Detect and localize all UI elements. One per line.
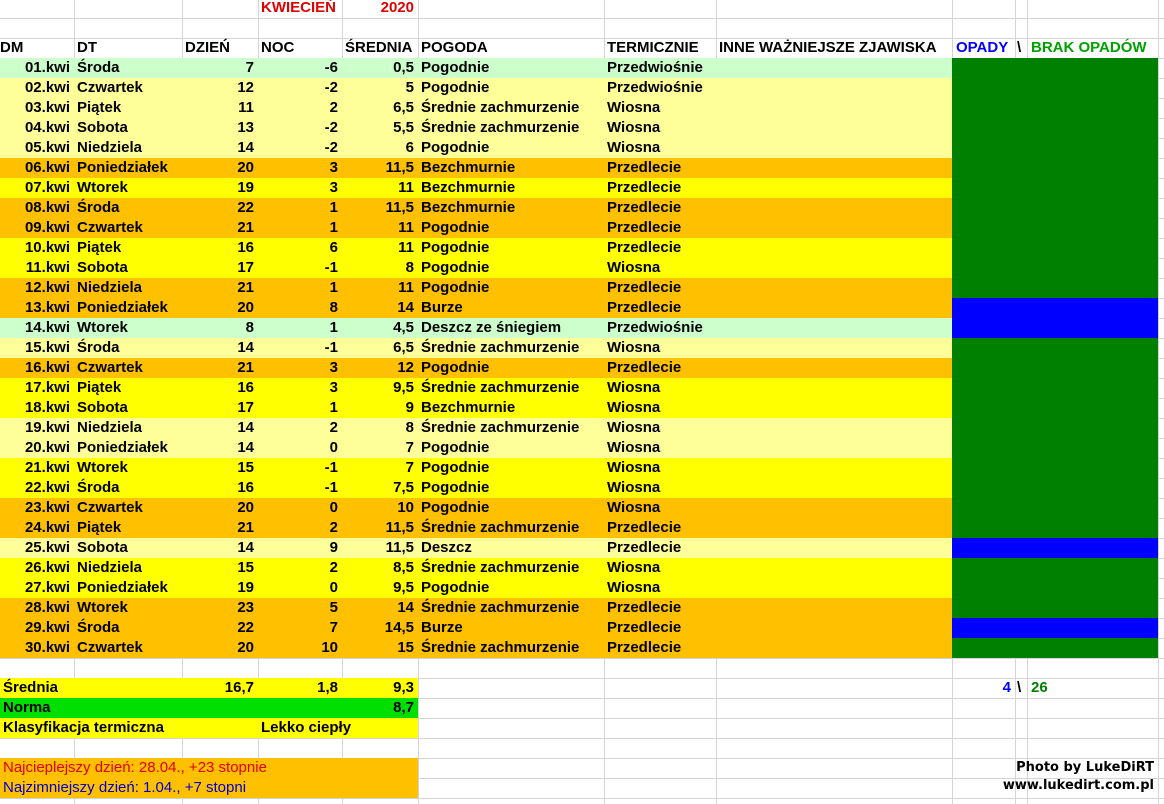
cell-dm: 23.kwi <box>24 499 70 516</box>
cell-thermal: Wiosna <box>607 399 661 416</box>
cell-day: 14 <box>237 139 254 156</box>
cell-thermal: Przedlecie <box>607 599 682 616</box>
no-precip-marker <box>952 358 1158 378</box>
cell-day: 20 <box>237 499 254 516</box>
cell-dt: Wtorek <box>77 599 128 616</box>
cell-avg: 7 <box>405 459 414 476</box>
cell-dm: 06.kwi <box>24 159 70 176</box>
header-other: INNE WAŻNIEJSZE ZJAWISKA <box>719 39 937 56</box>
precip-marker <box>952 618 1158 638</box>
cell-weather: Pogodnie <box>421 79 490 96</box>
cell-thermal: Przedlecie <box>607 359 682 376</box>
no-precip-marker <box>952 118 1158 138</box>
cell-dm: 10.kwi <box>24 239 70 256</box>
cell-day: 14 <box>237 539 254 556</box>
cell-weather: Deszcz <box>421 539 472 556</box>
cell-day: 14 <box>237 439 254 456</box>
cell-dm: 16.kwi <box>24 359 70 376</box>
cell-night: 9 <box>329 539 338 556</box>
cell-dt: Piątek <box>77 519 122 536</box>
cell-avg: 11,5 <box>385 519 414 536</box>
header-avg: ŚREDNIA <box>345 39 413 56</box>
month-title: KWIECIEŃ <box>261 0 336 16</box>
cell-dm: 13.kwi <box>24 299 70 316</box>
header-night: NOC <box>261 39 295 56</box>
header-dt: DT <box>77 39 97 56</box>
cell-day: 21 <box>237 279 254 296</box>
cell-weather: Pogodnie <box>421 479 490 496</box>
cell-dm: 03.kwi <box>24 99 70 116</box>
cell-thermal: Wiosna <box>607 119 661 136</box>
cell-avg: 11,5 <box>385 539 414 556</box>
cell-weather: Pogodnie <box>421 139 490 156</box>
cell-day: 13 <box>237 119 254 136</box>
cell-day: 19 <box>237 179 254 196</box>
cell-dm: 19.kwi <box>24 419 70 436</box>
cell-dm: 25.kwi <box>24 539 70 556</box>
cell-dm: 27.kwi <box>24 579 70 596</box>
cell-dm: 14.kwi <box>24 319 70 336</box>
cell-night: 3 <box>329 359 338 376</box>
cell-dm: 05.kwi <box>24 139 70 156</box>
cell-night: 2 <box>329 99 338 116</box>
no-precip-marker <box>952 338 1158 358</box>
cell-day: 20 <box>237 639 254 656</box>
cell-avg: 11 <box>398 279 414 296</box>
cell-dt: Poniedziałek <box>77 159 168 176</box>
cell-dt: Sobota <box>77 539 128 556</box>
cell-day: 14 <box>237 339 254 356</box>
cell-dm: 08.kwi <box>24 199 70 216</box>
cell-dm: 07.kwi <box>24 179 70 196</box>
cell-avg: 12 <box>397 359 414 376</box>
cell-day: 23 <box>237 599 254 616</box>
cell-weather: Średnie zachmurzenie <box>421 99 580 116</box>
coldest-day: Najzimniejszy dzień: 1.04., +7 stopni <box>3 779 247 796</box>
cell-night: 0 <box>329 579 338 596</box>
cell-night: 8 <box>329 299 338 316</box>
cell-thermal: Przedlecie <box>607 619 682 636</box>
cell-avg: 9,5 <box>393 379 414 396</box>
summary-avg-day: 16,7 <box>224 679 254 696</box>
count-sep: \ <box>1017 679 1022 696</box>
cell-thermal: Przedlecie <box>607 179 682 196</box>
cell-dt: Środa <box>77 59 120 76</box>
no-precip-marker <box>952 498 1158 518</box>
header-noprecip: BRAK OPADÓW <box>1031 39 1147 56</box>
cell-avg: 6,5 <box>393 99 414 116</box>
cell-day: 22 <box>237 619 254 636</box>
cell-thermal: Przedlecie <box>607 219 682 236</box>
cell-thermal: Wiosna <box>607 559 661 576</box>
cell-thermal: Wiosna <box>607 259 661 276</box>
cell-weather: Średnie zachmurzenie <box>421 559 580 576</box>
cell-day: 15 <box>237 459 254 476</box>
cell-dt: Środa <box>77 619 120 636</box>
cell-avg: 5 <box>405 79 414 96</box>
cell-weather: Pogodnie <box>421 439 490 456</box>
cell-dt: Sobota <box>77 399 128 416</box>
cell-avg: 11 <box>398 179 414 196</box>
no-precip-marker <box>952 578 1158 598</box>
cell-dm: 28.kwi <box>24 599 70 616</box>
cell-dt: Wtorek <box>77 319 128 336</box>
no-precip-marker <box>952 418 1158 438</box>
cell-weather: Średnie zachmurzenie <box>421 379 580 396</box>
cell-day: 21 <box>237 519 254 536</box>
no-precip-marker <box>952 598 1158 618</box>
cell-weather: Pogodnie <box>421 279 490 296</box>
no-precip-marker <box>952 398 1158 418</box>
cell-dt: Czwartek <box>77 359 143 376</box>
cell-avg: 7 <box>405 439 414 456</box>
cell-thermal: Wiosna <box>607 339 661 356</box>
cell-day: 12 <box>237 79 254 96</box>
no-precip-marker <box>952 558 1158 578</box>
cell-dm: 22.kwi <box>24 479 70 496</box>
cell-avg: 11,5 <box>385 199 414 216</box>
cell-dt: Środa <box>77 199 120 216</box>
cell-thermal: Wiosna <box>607 419 661 436</box>
cell-night: 1 <box>329 219 338 236</box>
cell-thermal: Wiosna <box>607 99 661 116</box>
cell-night: 2 <box>329 419 338 436</box>
no-precip-marker <box>952 438 1158 458</box>
cell-thermal: Wiosna <box>607 139 661 156</box>
cell-dt: Niedziela <box>77 139 143 156</box>
cell-thermal: Wiosna <box>607 459 661 476</box>
cell-avg: 10 <box>397 499 414 516</box>
cell-thermal: Przedlecie <box>607 199 682 216</box>
cell-dm: 17.kwi <box>24 379 70 396</box>
cell-night: 7 <box>329 619 338 636</box>
cell-thermal: Przedlecie <box>607 639 682 656</box>
cell-day: 21 <box>237 219 254 236</box>
cell-dm: 29.kwi <box>24 619 70 636</box>
cell-avg: 8 <box>405 259 414 276</box>
cell-dm: 26.kwi <box>24 559 70 576</box>
cell-dm: 21.kwi <box>24 459 70 476</box>
cell-thermal: Przedwiośnie <box>607 79 703 96</box>
grid-line-horizontal <box>0 18 1164 19</box>
cell-dm: 01.kwi <box>24 59 70 76</box>
cell-night: -1 <box>324 259 338 276</box>
cell-night: 3 <box>329 379 338 396</box>
cell-day: 20 <box>237 299 254 316</box>
cell-weather: Pogodnie <box>421 499 490 516</box>
cell-day: 7 <box>245 59 254 76</box>
grid-line-horizontal <box>0 798 1164 799</box>
cell-dm: 30.kwi <box>24 639 70 656</box>
cell-day: 21 <box>237 359 254 376</box>
cell-thermal: Wiosna <box>607 499 661 516</box>
header-weather: POGODA <box>421 39 488 56</box>
cell-night: 0 <box>329 439 338 456</box>
cell-dt: Niedziela <box>77 559 143 576</box>
cell-weather: Bezchmurnie <box>421 159 516 176</box>
cell-avg: 0,5 <box>393 59 414 76</box>
cell-day: 19 <box>237 579 254 596</box>
cell-day: 20 <box>237 159 254 176</box>
cell-dm: 24.kwi <box>24 519 70 536</box>
cell-dt: Wtorek <box>77 179 128 196</box>
cell-thermal: Przedlecie <box>607 279 682 296</box>
cell-night: 1 <box>329 319 338 336</box>
cell-avg: 11 <box>398 239 414 256</box>
cell-weather: Bezchmurnie <box>421 399 516 416</box>
no-precip-marker <box>952 98 1158 118</box>
cell-avg: 11,5 <box>385 159 414 176</box>
cell-dt: Poniedziałek <box>77 579 168 596</box>
cell-night: -6 <box>324 59 338 76</box>
cell-thermal: Wiosna <box>607 479 661 496</box>
no-precip-marker <box>952 158 1158 178</box>
year-title: 2020 <box>380 0 414 16</box>
class-value: Lekko ciepły <box>261 719 352 736</box>
cell-night: 3 <box>329 159 338 176</box>
cell-day: 16 <box>237 239 254 256</box>
cell-dt: Piątek <box>77 239 122 256</box>
no-precip-marker <box>952 138 1158 158</box>
header-precip: OPADY <box>956 39 1009 56</box>
cell-weather: Burze <box>421 299 463 316</box>
cell-day: 17 <box>237 259 254 276</box>
cell-dt: Poniedziałek <box>77 299 168 316</box>
norm-value: 8,7 <box>393 699 414 716</box>
cell-thermal: Wiosna <box>607 579 661 596</box>
cell-night: -2 <box>324 79 338 96</box>
cell-avg: 4,5 <box>393 319 414 336</box>
cell-thermal: Przedlecie <box>607 519 682 536</box>
cell-night: 10 <box>321 639 338 656</box>
cell-day: 8 <box>245 319 254 336</box>
cell-day: 11 <box>238 99 254 116</box>
cell-day: 17 <box>237 399 254 416</box>
cell-weather: Średnie zachmurzenie <box>421 119 580 136</box>
cell-avg: 14 <box>397 599 414 616</box>
no-precip-marker <box>952 178 1158 198</box>
cell-night: -2 <box>324 119 338 136</box>
precip-marker <box>952 298 1158 318</box>
cell-weather: Pogodnie <box>421 579 490 596</box>
cell-thermal: Przedwiośnie <box>607 59 703 76</box>
cell-thermal: Wiosna <box>607 379 661 396</box>
cell-avg: 8,5 <box>393 559 414 576</box>
cell-avg: 5,5 <box>393 119 414 136</box>
cell-night: 3 <box>329 179 338 196</box>
cell-avg: 9 <box>405 399 414 416</box>
cell-night: 2 <box>329 519 338 536</box>
cell-dt: Środa <box>77 339 120 356</box>
cell-dt: Sobota <box>77 119 128 136</box>
cell-weather: Średnie zachmurzenie <box>421 639 580 656</box>
cell-avg: 14 <box>397 299 414 316</box>
cell-dm: 11.kwi <box>25 259 70 276</box>
cell-night: -1 <box>324 459 338 476</box>
cell-weather: Średnie zachmurzenie <box>421 599 580 616</box>
cell-dt: Czwartek <box>77 219 143 236</box>
no-precip-marker <box>952 238 1158 258</box>
cell-thermal: Przedlecie <box>607 539 682 556</box>
cell-dt: Niedziela <box>77 279 143 296</box>
cell-night: -1 <box>324 339 338 356</box>
cell-dt: Poniedziałek <box>77 439 168 456</box>
cell-avg: 9,5 <box>393 579 414 596</box>
cell-weather: Pogodnie <box>421 219 490 236</box>
photo-credit: Photo by LukeDiRT <box>1016 760 1154 775</box>
cell-weather: Pogodnie <box>421 239 490 256</box>
site-credit: www.lukedirt.com.pl <box>1002 778 1154 793</box>
cell-night: 2 <box>329 559 338 576</box>
class-label: Klasyfikacja termiczna <box>3 719 164 736</box>
cell-day: 16 <box>237 479 254 496</box>
cell-weather: Bezchmurnie <box>421 179 516 196</box>
cell-dm: 04.kwi <box>24 119 70 136</box>
cell-dm: 15.kwi <box>24 339 70 356</box>
no-precip-marker <box>952 458 1158 478</box>
cell-thermal: Przedwiośnie <box>607 319 703 336</box>
cell-avg: 6,5 <box>393 339 414 356</box>
cell-avg: 14,5 <box>384 619 414 636</box>
cell-night: 1 <box>329 399 338 416</box>
precip-marker <box>952 538 1158 558</box>
cell-thermal: Przedlecie <box>607 299 682 316</box>
cell-weather: Średnie zachmurzenie <box>421 419 580 436</box>
cell-weather: Bezchmurnie <box>421 199 516 216</box>
cell-dm: 02.kwi <box>24 79 70 96</box>
cell-day: 22 <box>237 199 254 216</box>
summary-avg-avg: 9,3 <box>393 679 414 696</box>
cell-thermal: Przedlecie <box>607 159 682 176</box>
cell-dt: Czwartek <box>77 79 143 96</box>
no-precip-marker <box>952 258 1158 278</box>
cell-night: 0 <box>329 499 338 516</box>
cell-weather: Pogodnie <box>421 459 490 476</box>
no-precip-marker <box>952 638 1158 658</box>
header-thermal: TERMICZNIE <box>607 39 699 56</box>
cell-dt: Piątek <box>77 379 122 396</box>
cell-weather: Średnie zachmurzenie <box>421 519 580 536</box>
cell-avg: 7,5 <box>393 479 414 496</box>
cell-night: 1 <box>329 199 338 216</box>
cell-night: 6 <box>329 239 338 256</box>
no-precip-marker <box>952 378 1158 398</box>
no-precip-marker <box>952 218 1158 238</box>
header-sep: \ <box>1017 39 1022 56</box>
no-precip-marker <box>952 518 1158 538</box>
cell-dt: Czwartek <box>77 499 143 516</box>
noprecip-count: 26 <box>1031 679 1048 696</box>
grid-line-horizontal <box>0 738 1164 739</box>
no-precip-marker <box>952 78 1158 98</box>
cell-avg: 11 <box>398 219 414 236</box>
cell-night: 5 <box>329 599 338 616</box>
cell-weather: Pogodnie <box>421 59 490 76</box>
cell-weather: Średnie zachmurzenie <box>421 339 580 356</box>
cell-dm: 12.kwi <box>24 279 70 296</box>
cell-dt: Sobota <box>77 259 128 276</box>
precip-count: 4 <box>1002 679 1011 696</box>
cell-dm: 20.kwi <box>24 439 70 456</box>
cell-day: 16 <box>237 379 254 396</box>
grid-line-horizontal <box>0 658 1164 659</box>
hottest-day: Najcieplejszy dzień: 28.04., +23 stopnie <box>3 759 267 776</box>
header-dm: DM <box>0 39 24 56</box>
cell-dt: Czwartek <box>77 639 143 656</box>
cell-dm: 18.kwi <box>24 399 70 416</box>
summary-avg-night: 1,8 <box>317 679 338 696</box>
cell-dt: Niedziela <box>77 419 143 436</box>
cell-weather: Burze <box>421 619 463 636</box>
cell-night: -1 <box>324 479 338 496</box>
cell-dt: Piątek <box>77 99 122 116</box>
norm-label: Norma <box>3 699 51 716</box>
grid-line-vertical <box>1158 0 1159 804</box>
cell-weather: Pogodnie <box>421 359 490 376</box>
cell-day: 15 <box>237 559 254 576</box>
cell-avg: 6 <box>405 139 414 156</box>
cell-day: 14 <box>237 419 254 436</box>
precip-marker <box>952 318 1158 338</box>
no-precip-marker <box>952 478 1158 498</box>
cell-avg: 15 <box>397 639 414 656</box>
no-precip-marker <box>952 198 1158 218</box>
no-precip-marker <box>952 278 1158 298</box>
no-precip-marker <box>952 58 1158 78</box>
cell-dt: Wtorek <box>77 459 128 476</box>
cell-weather: Pogodnie <box>421 259 490 276</box>
cell-thermal: Przedlecie <box>607 239 682 256</box>
cell-thermal: Wiosna <box>607 439 661 456</box>
cell-dm: 09.kwi <box>24 219 70 236</box>
cell-night: -2 <box>324 139 338 156</box>
cell-dt: Środa <box>77 479 120 496</box>
summary-avg-label: Średnia <box>3 679 59 696</box>
cell-weather: Deszcz ze śniegiem <box>421 319 562 336</box>
cell-avg: 8 <box>405 419 414 436</box>
cell-night: 1 <box>329 279 338 296</box>
header-day: DZIEŃ <box>185 39 230 56</box>
